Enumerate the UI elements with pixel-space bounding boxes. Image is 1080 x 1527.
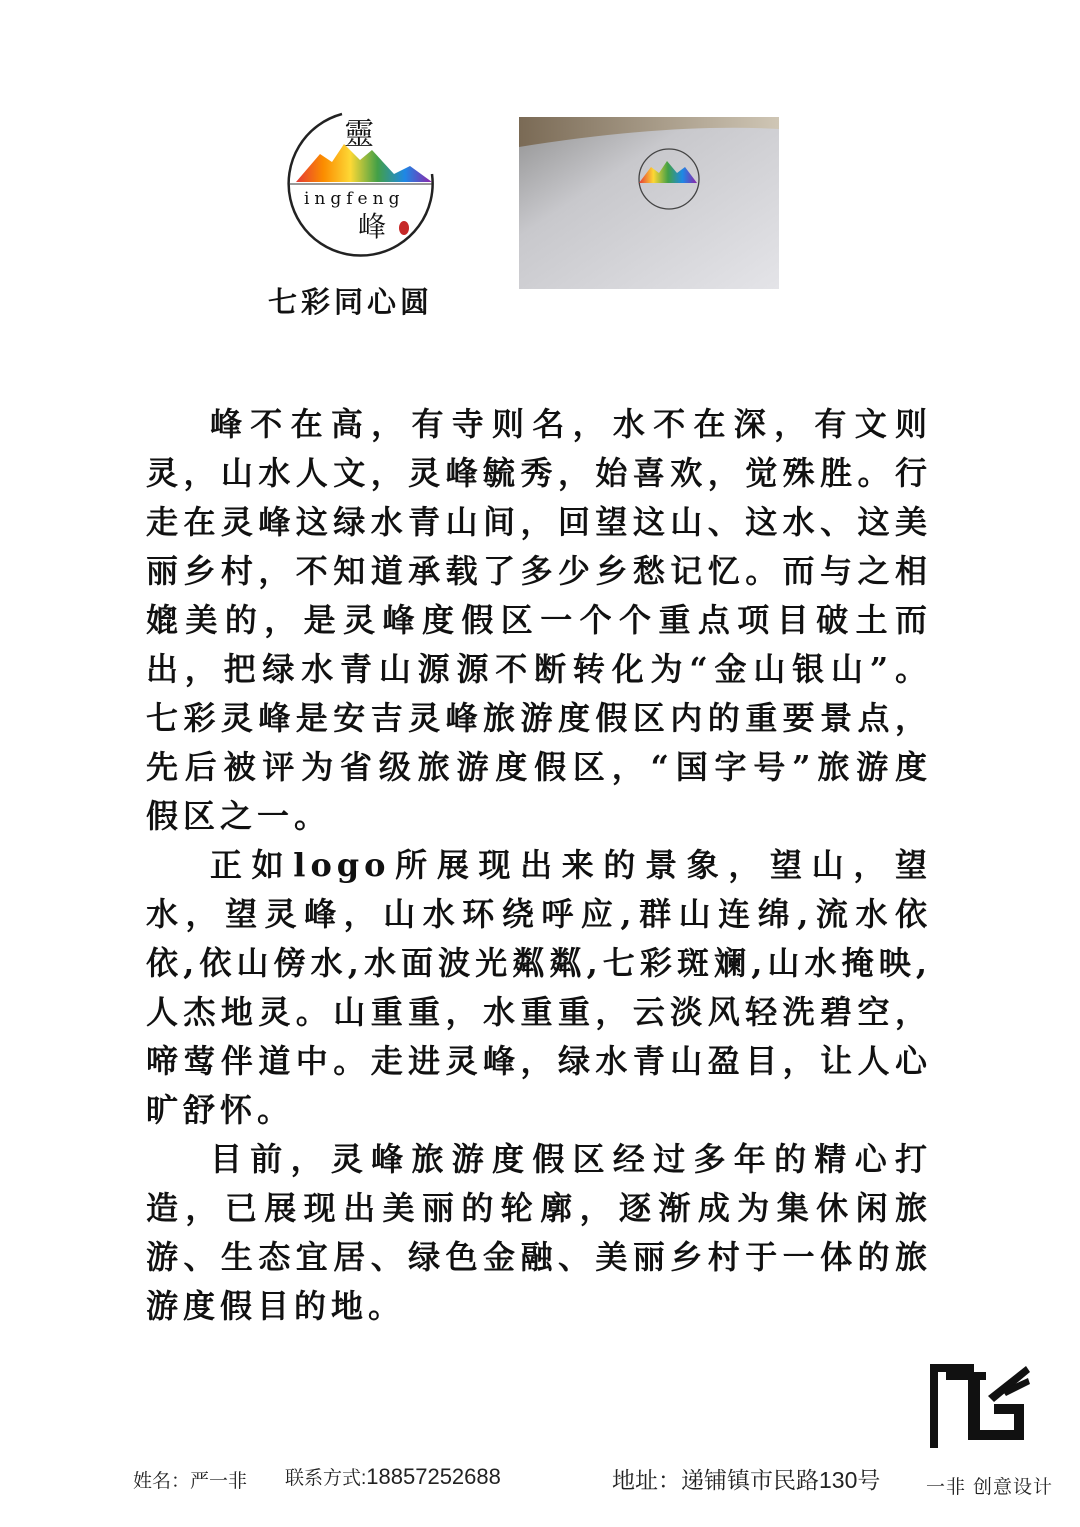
paragraph-1: 峰不在高，有寺则名，水不在深，有文则灵，山水人文，灵峰毓秀，始喜欢，觉殊胜。行走在灵峰这绿水青山间，回望这山、这水、这美丽乡村，不知道承载了多少乡愁记忆。而与之相媲美的，是灵峰度假区一个个重点项目破土而出，把绿水青山源源不断转化为“金山银山”。七彩灵峰是安吉灵峰旅游度假区内的重要景点，先后被评为省级旅游度假区，“国字号”旅游度假区之一。 [146, 405, 932, 835]
logo [282, 104, 442, 264]
footer [0, 1458, 1080, 1498]
logo-emblem-icon [282, 104, 442, 264]
footer-address: 地址：递铺镇市民路130号 [612, 1467, 881, 1493]
logo-bottom-char: 峰 [358, 210, 387, 243]
logo-top-char: 靈 [344, 117, 374, 152]
paragraph-2: 正如logo所展现出来的景象，望山，望水，望灵峰，山水环绕呼应,群山连绵,流水依依,依山傍水,水面波光粼粼,七彩斑斓,山水掩映,人杰地灵。山重重，水重重，云淡风轻洗碧空，啼莺伴道中。走进灵峰，绿水青山盈目，让人心旷舒怀。 [146, 846, 932, 1129]
footer-brand: 一非 创意设计 [926, 1476, 1054, 1498]
logo-mockup-photo [519, 117, 779, 289]
contact-label: 联系方式: [285, 1468, 367, 1489]
logo-latin-text: ingfeng [304, 189, 405, 209]
description-text [146, 400, 932, 1331]
contact-number: 18857252688 [366, 1464, 501, 1489]
footer-contact [285, 1463, 501, 1490]
brand-logo-icon [924, 1360, 1034, 1460]
footer-name: 姓名：严一非 [133, 1471, 248, 1492]
logo-caption: 七彩同心圆 [268, 285, 434, 319]
paragraph-3: 目前，灵峰旅游度假区经过多年的精心打造，已展现出美丽的轮廓，逐渐成为集休闲旅游、生态宜居、绿色金融、美丽乡村于一体的旅游度假目的地。 [146, 1140, 932, 1325]
